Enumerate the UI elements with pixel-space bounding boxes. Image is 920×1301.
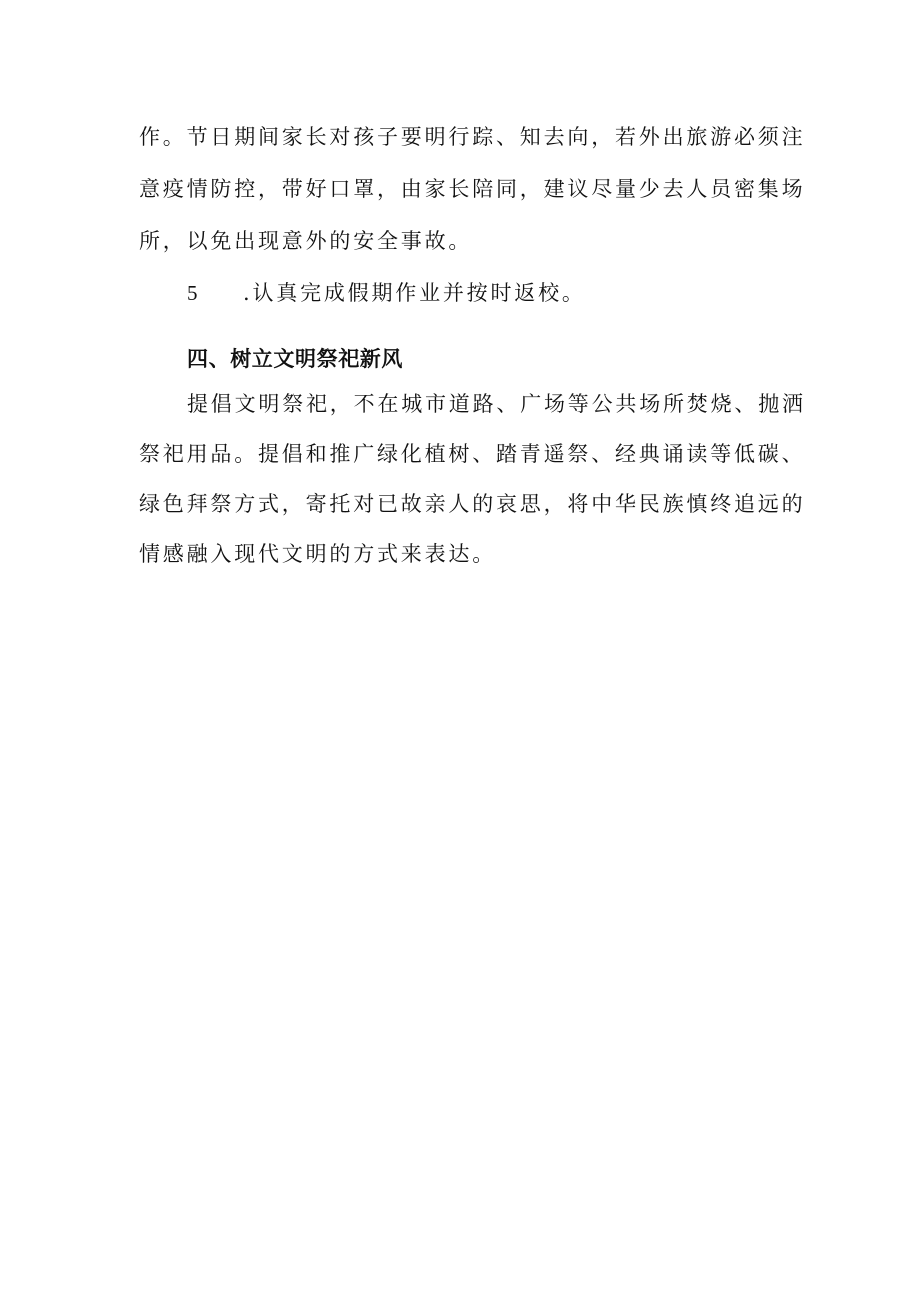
- paragraph-line: 绿色拜祭方式，寄托对已故亲人的哀思，将中华民族慎终追远的: [139, 492, 806, 516]
- list-item-5: [187, 279, 847, 307]
- list-item-text: .认真完成假期作业并按时返校。: [243, 281, 586, 305]
- paragraph-line: 情感融入现代文明的方式来表达。: [139, 542, 496, 566]
- section-heading: 四、树立文明祭祀新风: [187, 347, 403, 371]
- paragraph-line: 所，以免出现意外的安全事故。: [139, 229, 473, 253]
- paragraph-line: 祭祀用品。提倡和推广绿化植树、踏青遥祭、经典诵读等低碳、: [139, 442, 806, 466]
- paragraph-line: 作。节日期间家长对孩子要明行踪、知去向，若外出旅游必须注: [139, 125, 806, 149]
- paragraph-line: 提倡文明祭祀，不在城市道路、广场等公共场所焚烧、抛洒: [187, 392, 806, 416]
- paragraph-line: 意疫情防控，带好口罩，由家长陪同，建议尽量少去人员密集场: [139, 177, 806, 201]
- list-item-number: 5: [187, 281, 198, 305]
